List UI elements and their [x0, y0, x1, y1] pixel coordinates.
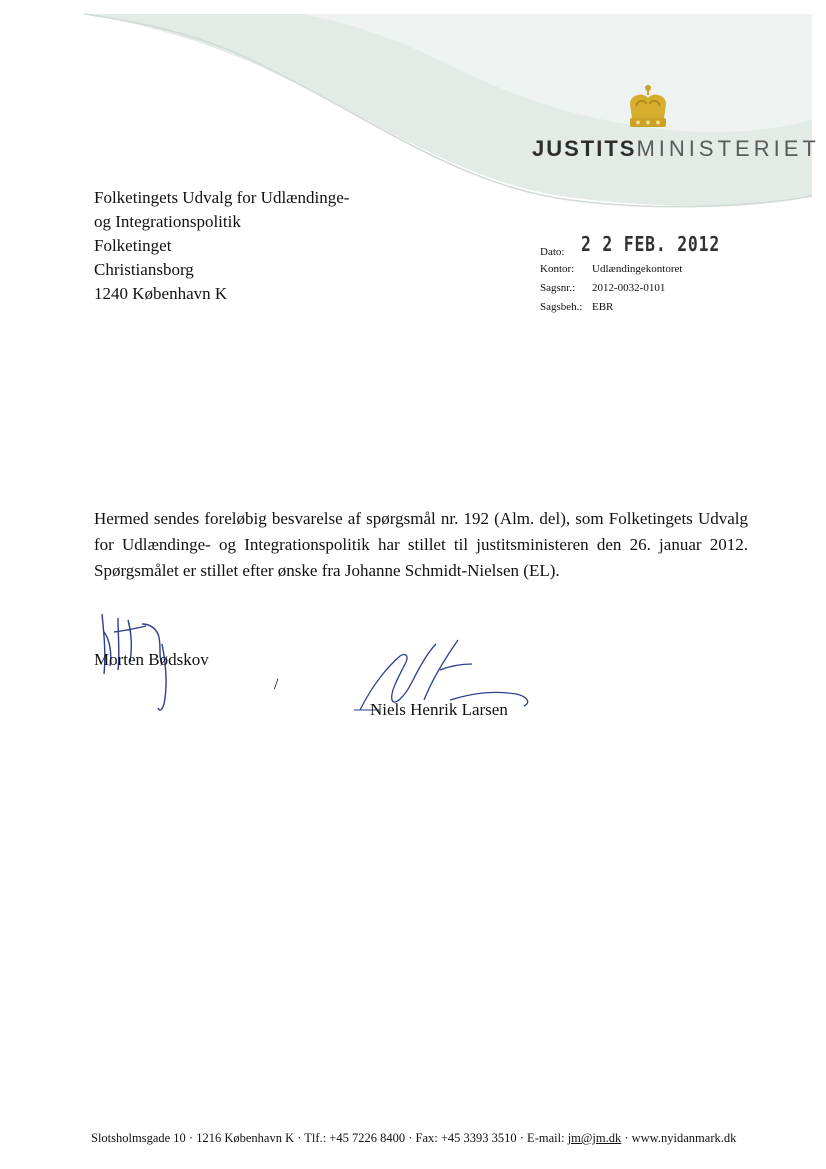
recipient-line: Folketingets Udvalg for Udlændinge- — [94, 188, 350, 207]
signer-name-1: Morten Bødskov — [94, 650, 209, 669]
date-stamp: 2 2 FEB. 2012 — [581, 232, 721, 256]
footer-address: Slotsholmsgade 10 · 1216 København K · Tlf.: +45 7226 8400 · Fax: +45 3393 3510 · E-mail: — [91, 1131, 568, 1145]
office-label: Kontor: — [540, 263, 575, 275]
recipient-line: Folketinget — [94, 236, 172, 255]
recipient-line: 1240 København K — [94, 284, 228, 303]
date-label: Dato: — [540, 246, 565, 258]
footer — [91, 1131, 736, 1146]
handler-label: Sagsbeh.: — [540, 301, 583, 313]
footer-website[interactable]: · www.nyidanmark.dk — [621, 1131, 737, 1145]
case-number-label: Sagsnr.: — [540, 282, 576, 294]
handler-value: EBR — [592, 301, 614, 313]
signer-name-2: Niels Henrik Larsen — [370, 700, 508, 719]
recipient-line: og Integrationspolitik — [94, 212, 241, 231]
footer-email-link[interactable]: jm@jm.dk — [567, 1131, 622, 1145]
office-value: Udlændingekontoret — [592, 263, 683, 275]
ministry-logo — [532, 136, 820, 162]
recipient-line: Christiansborg — [94, 260, 194, 279]
logo-bold-text: JUSTITS — [532, 136, 637, 161]
separator-mark: / — [274, 676, 279, 693]
letter-body — [94, 506, 748, 584]
crown-icon — [620, 84, 676, 134]
logo-light-text: MINISTERIET — [636, 136, 820, 161]
body-paragraph: Hermed sendes foreløbig besvarelse af spørgsmål nr. 192 (Alm. del), som Folketingets Udvalg for Udlændinge- og Integrationspolitik har stillet til justitsministeren den 26. januar 2012. Spørgsmålet er stillet efter ønske fra Johanne Schmidt-Nielsen (EL). — [94, 509, 748, 580]
case-number-value: 2012-0032-0101 — [592, 282, 666, 294]
recipient-address — [94, 186, 349, 306]
